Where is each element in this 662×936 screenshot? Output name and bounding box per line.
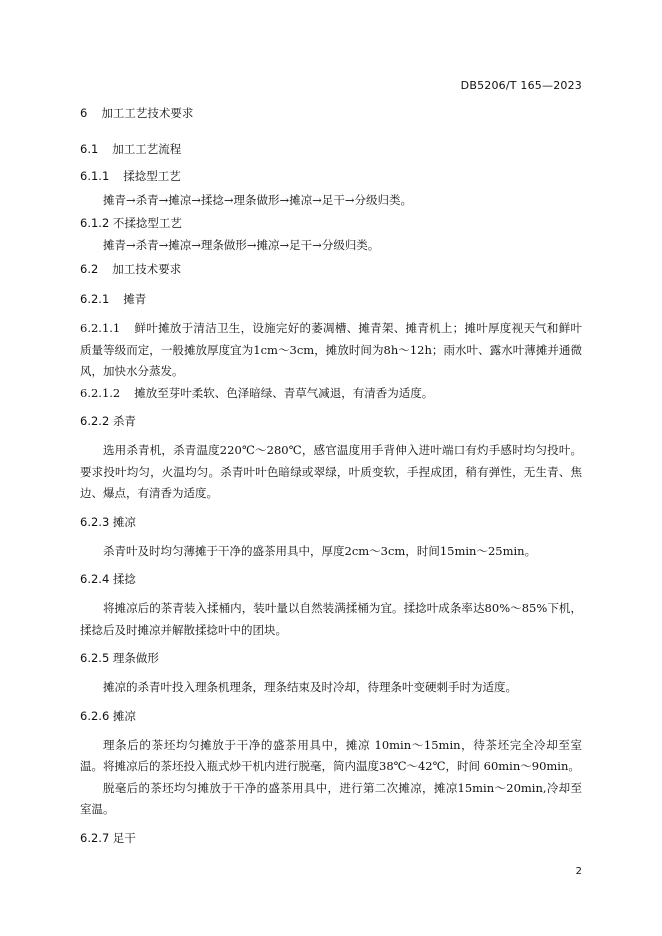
section-6-1-1-heading <box>80 167 582 185</box>
section-number: 6.1.1 <box>80 169 110 183</box>
clause-6-2-1-2 <box>80 383 582 405</box>
section-6-2-heading <box>80 260 582 278</box>
section-6-1-2-heading <box>80 214 582 232</box>
section-number: 6.2.3 <box>80 514 110 529</box>
section-number: 6.2.2 <box>80 414 110 428</box>
section-title: 加工技术要求 <box>112 262 182 276</box>
clause-6-2-1-1 <box>80 318 582 383</box>
section-number: 6.1 <box>80 142 99 156</box>
section-title: 不揉捻型工艺 <box>112 215 182 230</box>
section-number: 6.2 <box>80 262 99 276</box>
section-6-2-1-heading <box>80 290 582 308</box>
section-title: 摊青 <box>123 292 147 306</box>
section-title: 足干 <box>112 830 136 845</box>
section-6-2-4-heading <box>80 570 582 588</box>
paragraph-6-2-2: 选用杀青机，杀青温度220℃～280℃，感官温度用手背伸入进叶端口有灼手感时均匀投叶。要求投叶均匀，火温均匀。杀青叶叶色暗绿或翠绿，叶质变软，手捏成团，稍有弹性，无生青、焦边、爆点，有清香为适度。 <box>80 443 582 500</box>
section-6-2-3-heading <box>80 513 582 531</box>
section-6-2-6-heading <box>80 707 582 725</box>
section-number: 6 <box>80 106 88 120</box>
section-title: 摊凉 <box>112 514 136 529</box>
section-number: 6.1.2 <box>80 215 110 230</box>
section-6-2-5-heading <box>80 649 582 667</box>
paragraph-6-1-1: 摊青→杀青→摊凉→揉捻→理条做形→摊凉→足干→分级归类。 <box>103 193 412 207</box>
section-number: 6.2.6 <box>80 708 110 723</box>
section-number: 6.2.1 <box>80 292 110 306</box>
paragraph-6-2-5: 摊凉的杀青叶投入理条机理条，理条结束及时冷却，待理条叶变硬刺手时为适度。 <box>103 680 517 694</box>
clause-text: 鲜叶摊放于清洁卫生，设施完好的萎凋槽、摊青架、摊青机上；摊叶厚度视天气和鲜叶质量等级而定，一般摊放厚度宜为1cm～3cm，摊放时间为8h～12h；雨水叶、露水叶薄摊并通微风，加快水分蒸发。 <box>80 321 582 378</box>
section-title: 揉捻 <box>112 572 136 586</box>
section-number: 6.2.5 <box>80 651 110 665</box>
section-6-1-heading <box>80 140 582 158</box>
section-6-heading <box>80 104 582 122</box>
paragraph-6-1-2: 摊青→杀青→摊凉→理条做形→摊凉→足干→分级归类。 <box>103 237 380 252</box>
paragraph-6-2-6-b: 脱毫后的茶坯均匀摊放于干净的盛茶用具中，进行第二次摊凉，摊凉15min～20min,冷却至室温。 <box>80 780 582 816</box>
section-title: 加工工艺技术要求 <box>101 106 194 120</box>
document-body <box>80 104 582 847</box>
paragraph-6-2-4: 将摊凉后的茶青装入揉桶内，装叶量以自然装满揉桶为宜。揉捻叶成条率达80%～85%下机，揉捻后及时摊凉并解散揉捻叶中的团块。 <box>80 601 582 637</box>
section-6-2-7-heading <box>80 829 582 847</box>
section-number: 6.2.4 <box>80 572 110 586</box>
section-number: 6.2.7 <box>80 830 110 845</box>
section-title: 摊凉 <box>112 708 136 723</box>
page-number: 2 <box>575 866 582 877</box>
document-code: DB5206/T 165—2023 <box>460 79 582 92</box>
section-title: 加工工艺流程 <box>112 142 182 156</box>
clause-number: 6.2.1.1 <box>80 321 121 335</box>
clause-text: 摊放至芽叶柔软、色泽暗绿、青草气减退，有清香为适度。 <box>134 385 434 400</box>
paragraph-6-2-6-a: 理条后的茶坯均匀摊放于干净的盛茶用具中，摊凉 10min～15min，待茶坯完全冷却至室温。将摊凉后的茶坯投入瓶式炒干机内进行脱毫，筒内温度38℃～42℃，时间 60min～90min。 <box>80 737 582 773</box>
section-title: 杀青 <box>112 414 136 428</box>
section-6-2-2-heading <box>80 412 582 430</box>
section-title: 揉捻型工艺 <box>123 169 181 183</box>
section-title: 理条做形 <box>112 651 159 665</box>
clause-number: 6.2.1.2 <box>80 385 121 400</box>
paragraph-6-2-3: 杀青叶及时均匀薄摊于干净的盛茶用具中，厚度2cm～3cm，时间15min～25min。 <box>103 543 537 558</box>
